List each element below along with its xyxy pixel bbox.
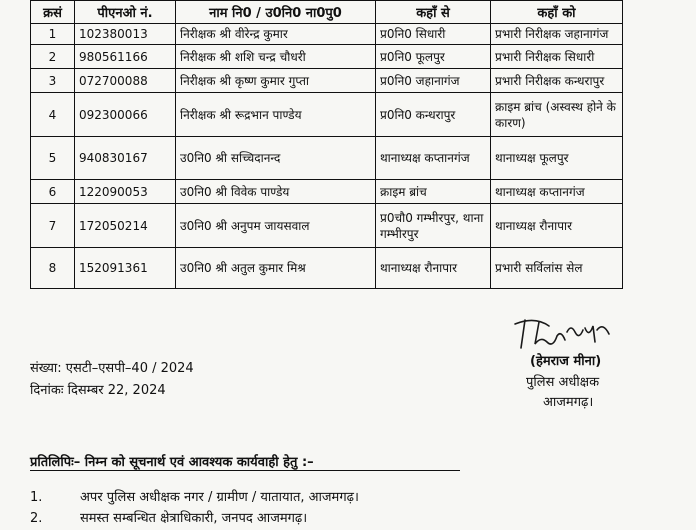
cell-name: निरीक्षक श्री रूद्रभान पाण्डेय [176,93,376,137]
order-reference-number: संख्या: एसटी–एसपी–40 / 2024 [30,361,194,376]
cell-to: प्रभारी निरीक्षक जहानागंज [491,24,623,45]
heading-underline [30,470,460,471]
signatory-name: (हेमराज मीना) [530,354,602,369]
order-date: दिनांकः दिसम्बर 22, 2024 [30,383,166,398]
cell-to: थानाध्यक्ष कप्तानगंज [491,180,623,204]
list-item-number: 1. [30,490,43,505]
cell-name: उ0नि0 श्री अनुपम जायसवाल [176,204,376,248]
col-header-pno: पीएनओ नं. [75,1,176,24]
cell-name: निरीक्षक श्री वीरेन्द्र कुमार [176,24,376,45]
col-header-from: कहाँ से [376,1,491,24]
cell-pno: 980561166 [75,45,176,69]
signatory-designation: पुलिस अधीक्षक [526,375,600,390]
cell-pno: 122090053 [75,180,176,204]
cell-name: उ0नि0 श्री अतुल कुमार मिश्र [176,248,376,289]
signatory-place: आजमगढ़। [543,395,594,410]
table-row [31,24,623,45]
cell-serial: 6 [31,180,75,204]
table-row [31,69,623,93]
cell-serial: 2 [31,45,75,69]
list-item-text: समस्त सम्बन्धित क्षेत्राधिकारी, जनपद आजमगढ़। [80,511,308,526]
cell-to: थानाध्यक्ष फूलपुर [491,137,623,180]
cell-to: प्रभारी सर्विलांस सेल [491,248,623,289]
table-row [31,204,623,248]
col-header-to: कहाँ को [491,1,623,24]
list-item-text: अपर पुलिस अधीक्षक नगर / ग्रामीण / यातायात, आजमगढ़। [80,490,359,505]
col-header-serial: क्रसं [31,1,75,24]
cell-serial: 3 [31,69,75,93]
cell-name: निरीक्षक श्री शशि चन्द्र चौधरी [176,45,376,69]
cell-pno: 172050214 [75,204,176,248]
table-row [31,248,623,289]
cell-serial: 8 [31,248,75,289]
cell-from: थानाध्यक्ष रौनापार [376,248,491,289]
cell-pno: 072700088 [75,69,176,93]
table-header-row [31,1,623,24]
table-row [31,180,623,204]
cell-from: प्र0नि0 जहानागंज [376,69,491,93]
cell-from: थानाध्यक्ष कप्तानगंज [376,137,491,180]
cell-name: उ0नि0 श्री विवेक पाण्डेय [176,180,376,204]
transfer-table [30,0,623,289]
cell-serial: 1 [31,24,75,45]
copy-to-heading: प्रतिलिपिः– निम्न को सूचनार्थ एवं आवश्यक कार्यवाही हेतु :– [30,455,314,470]
cell-serial: 7 [31,204,75,248]
col-header-name: नाम नि0 / उ0नि0 ना0पु0 [176,1,376,24]
cell-pno: 152091361 [75,248,176,289]
cell-to: थानाध्यक्ष रौनापार [491,204,623,248]
cell-from: प्र0नि0 कन्धरापुर [376,93,491,137]
cell-pno: 940830167 [75,137,176,180]
list-item [30,508,307,526]
cell-pno: 092300066 [75,93,176,137]
cell-serial: 5 [31,137,75,180]
table-row [31,93,623,137]
cell-from: प्र0नि0 फूलपुर [376,45,491,69]
handwritten-signature [505,312,615,354]
list-item-number: 2. [30,511,43,526]
cell-from: प्र0चौ0 गम्भीरपुर, थाना गम्भीरपुर [376,204,491,248]
list-item [30,487,359,505]
cell-to: प्रभारी निरीक्षक कन्धरापुर [491,69,623,93]
cell-pno: 102380013 [75,24,176,45]
cell-name: निरीक्षक श्री कृष्ण कुमार गुप्ता [176,69,376,93]
table-row [31,137,623,180]
cell-from: प्र0नि0 सिधारी [376,24,491,45]
cell-to: प्रभारी निरीक्षक सिधारी [491,45,623,69]
cell-to: क्राइम ब्रांच (अस्वस्थ होने के कारण) [491,93,623,137]
cell-from: क्राइम ब्रांच [376,180,491,204]
table-row [31,45,623,69]
cell-name: उ0नि0 श्री सच्चिदानन्द [176,137,376,180]
cell-serial: 4 [31,93,75,137]
